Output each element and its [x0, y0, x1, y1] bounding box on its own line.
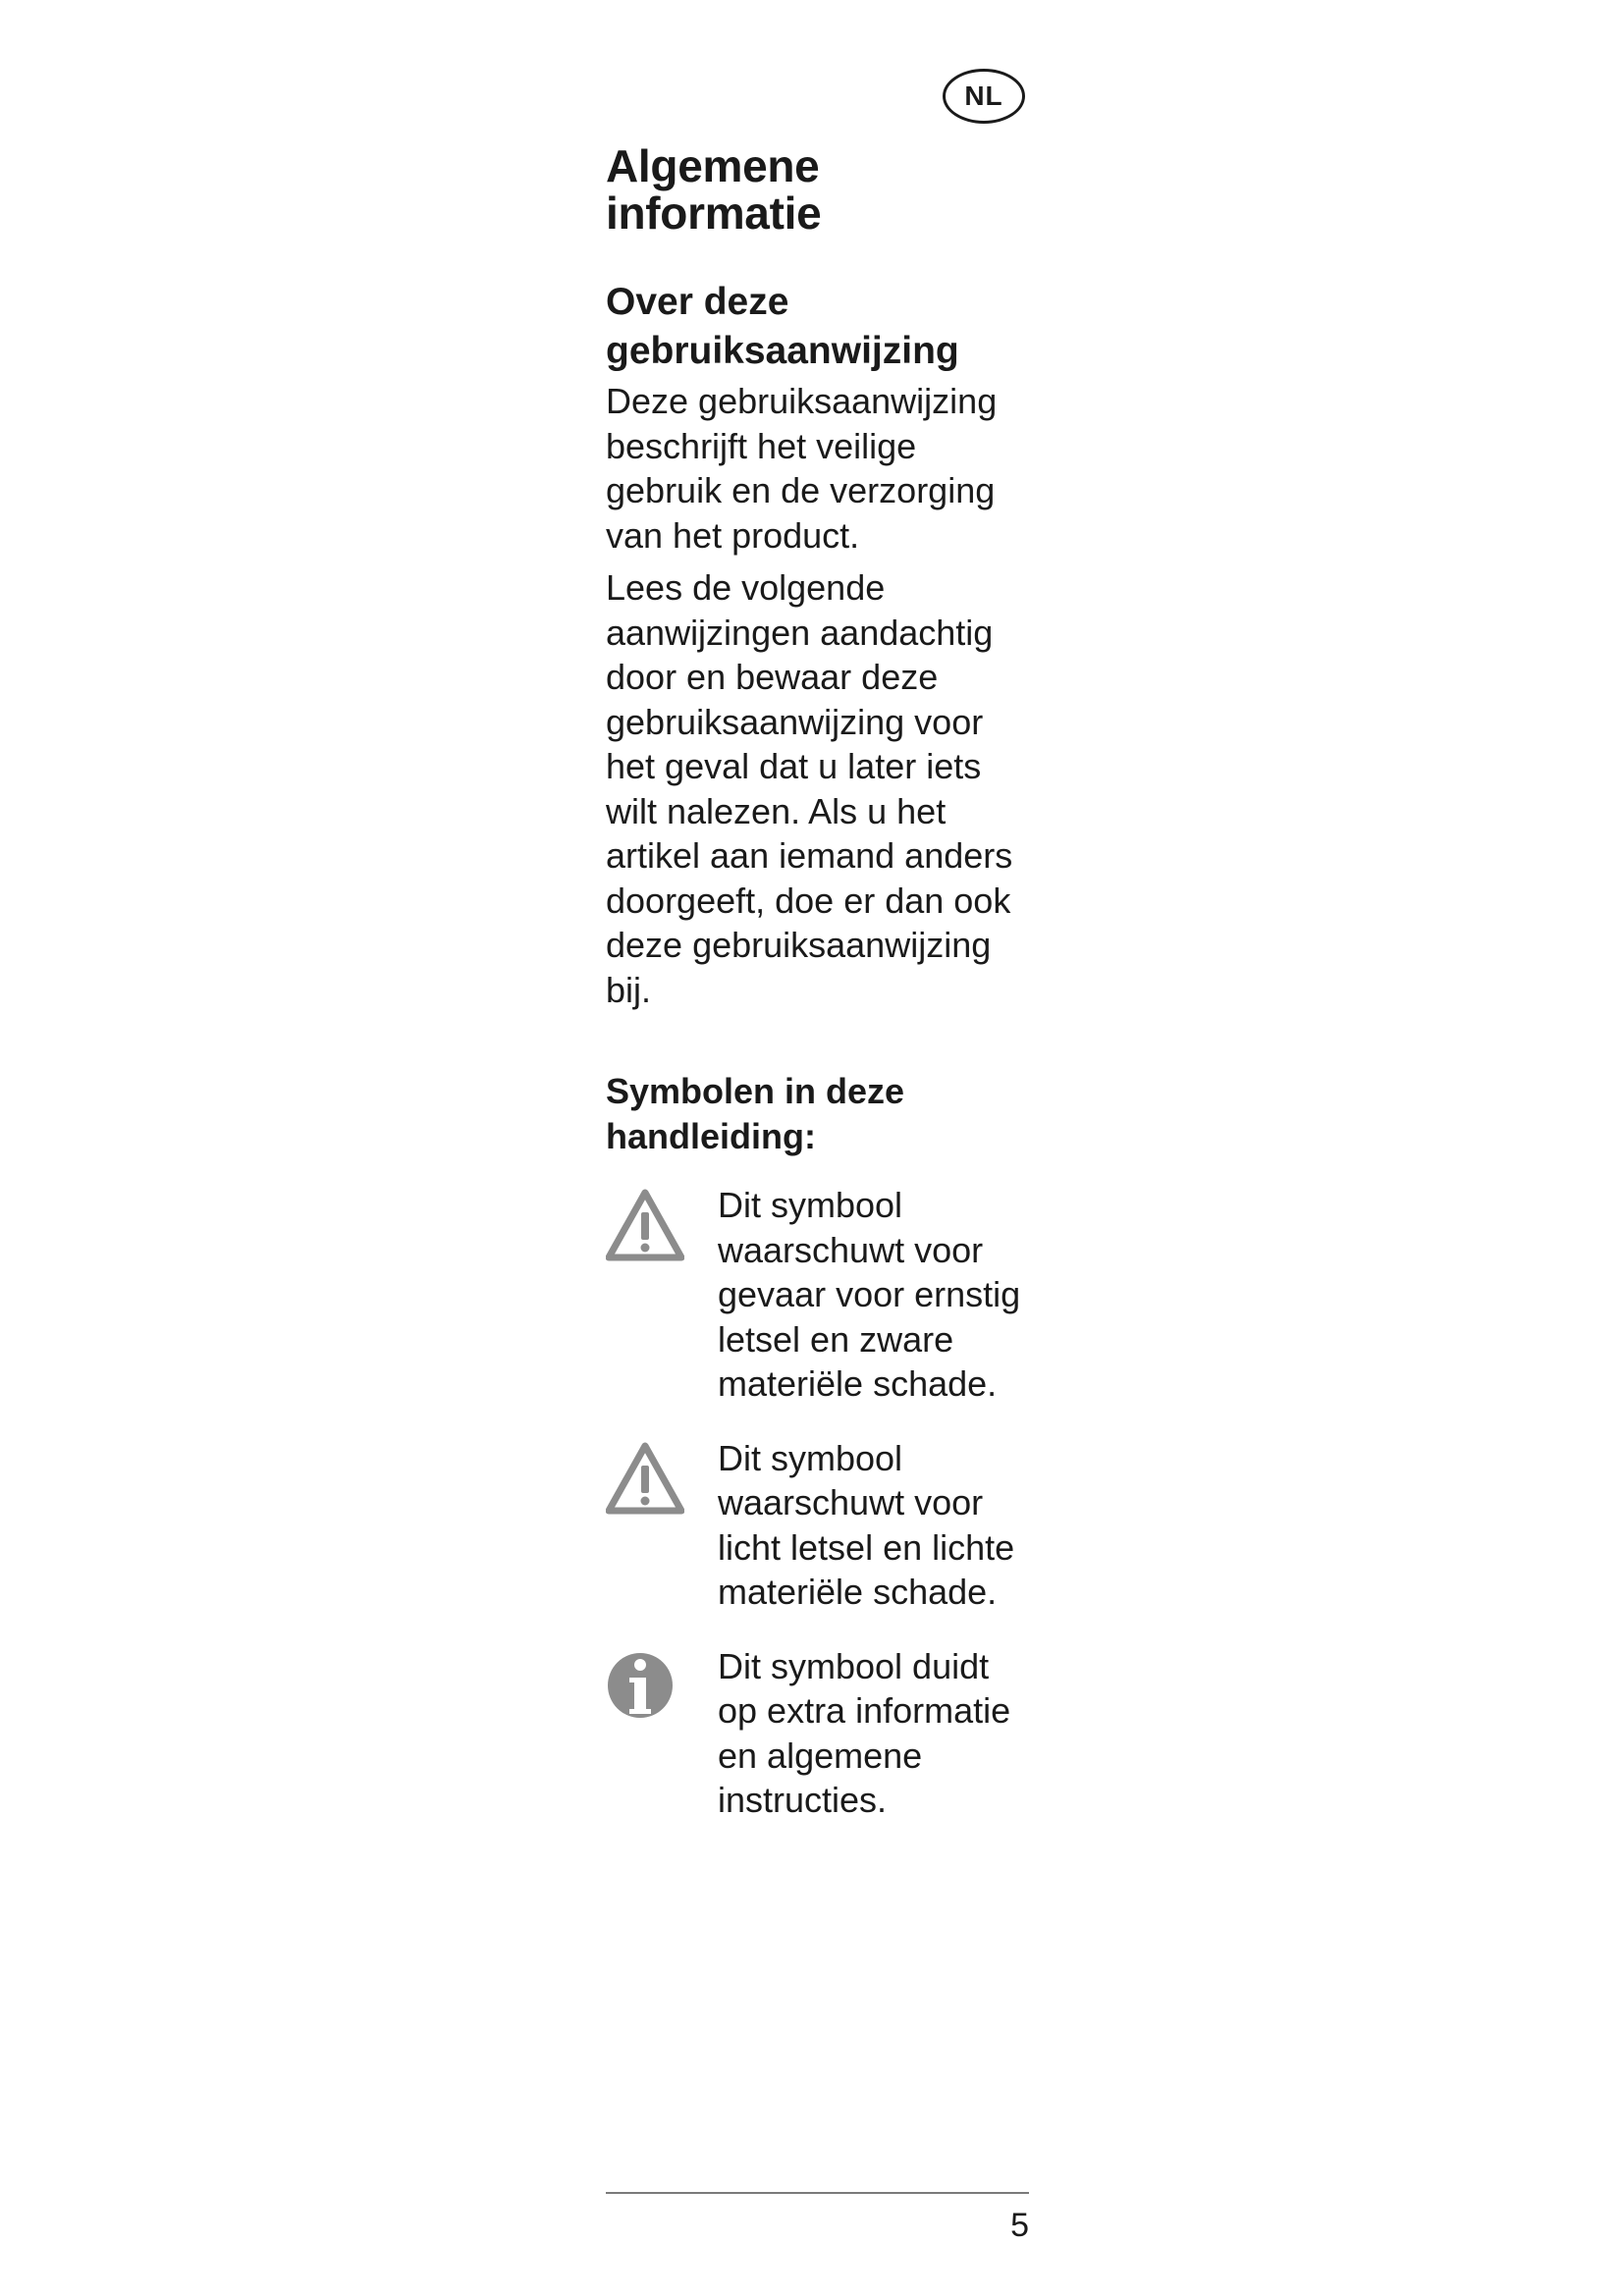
- warning-triangle-icon: [606, 1183, 718, 1266]
- about-paragraph-2: Lees de volgende aanwijzingen aandachtig door en bewaar deze gebruiksaanwijzing voor het geval dat u later iets wilt nalezen. Als u het artikel aan iemand anders doorgeeft, doe er dan ook deze gebruiksaanwijzing bij.: [606, 567, 1013, 1010]
- info-icon: [606, 1644, 718, 1726]
- page-title: Algemene informatie: [606, 140, 822, 239]
- symbol-row-serious-warning: [606, 1183, 1038, 1407]
- about-paragraph-1: Deze gebruiksaanwijzing beschrijft het veilige gebruik en de verzorging van het product.: [606, 381, 998, 556]
- section-heading-about-manual: Over deze gebruiksaanwijzing: [606, 281, 959, 372]
- page-number: 5: [1010, 2207, 1029, 2244]
- footer-divider: [606, 2192, 1029, 2194]
- symbol-row-light-warning: [606, 1436, 1038, 1615]
- page-content: [606, 142, 1038, 1852]
- warning-triangle-icon: [606, 1436, 718, 1520]
- language-badge: NL: [943, 69, 1025, 124]
- section-heading-symbols: Symbolen in deze handleiding:: [606, 1071, 905, 1156]
- symbol-description: Dit symbool waarschuwt voor gevaar voor ernstig letsel en zware materiële schade.: [718, 1185, 1021, 1404]
- symbol-description: Dit symbool duidt op extra informatie en algemene instructies.: [718, 1645, 1011, 1820]
- symbol-row-info: [606, 1644, 1038, 1823]
- symbol-description: Dit symbool waarschuwt voor licht letsel en lichte materiële schade.: [718, 1437, 1015, 1612]
